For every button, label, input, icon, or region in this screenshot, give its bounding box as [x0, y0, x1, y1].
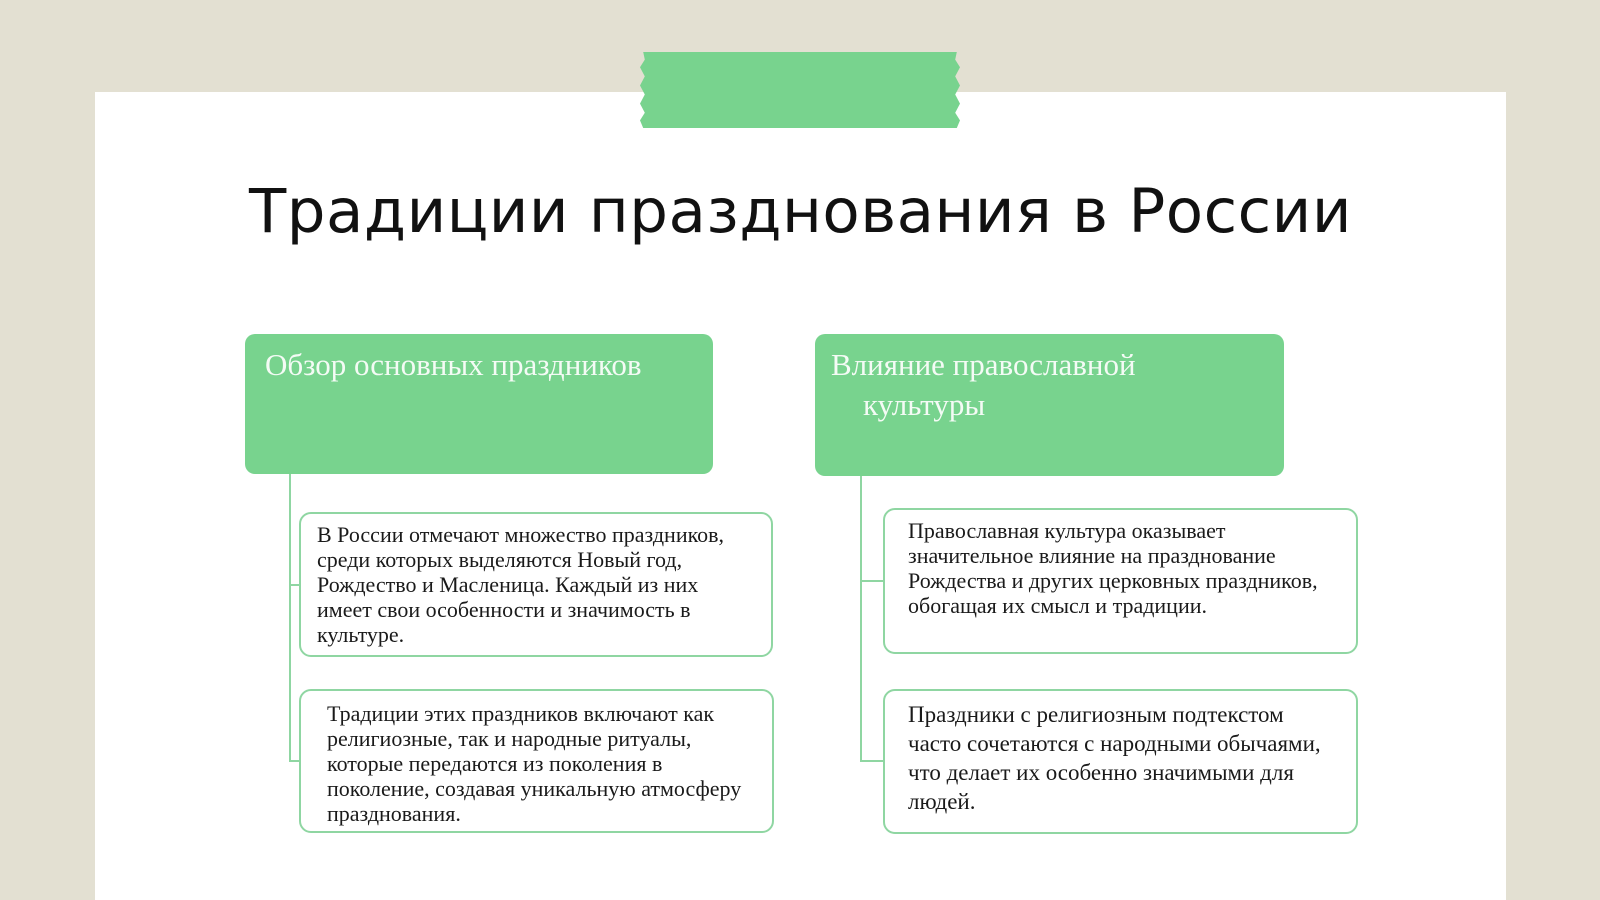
info-card-holiday-traditions [299, 689, 774, 833]
decorative-tape [640, 52, 960, 128]
connector-branch-left-2 [289, 760, 299, 762]
connector-branch-right-2 [860, 760, 883, 762]
column-header-label-line1: Влияние православной [831, 347, 1136, 382]
slide-title: Традиции празднования в России [249, 176, 1352, 247]
card-text: В России отмечают множество праздников, среди которых выделяются Новый год, Рождество и Масленица. Каждый из них имеет свои особенности и значимость в культуре. [317, 522, 725, 647]
column-header-orthodox-influence [815, 334, 1284, 476]
card-text: Православная культура оказывает значительное влияние на празднование Рождества и других церковных праздников, обогащая их смысл и традиции. [908, 518, 1318, 618]
connector-trunk-left [289, 474, 291, 762]
connector-branch-right-1 [860, 580, 883, 582]
info-card-main-holidays [299, 512, 773, 657]
card-text: Праздники с религиозным подтекстом часто сочетаются с народными обычаями, что делает их особенно значимыми для людей. [908, 702, 1321, 814]
info-card-orthodox-influence [883, 508, 1358, 654]
info-card-religious-folk-customs [883, 689, 1358, 834]
column-header-label-line2: культуры [863, 387, 986, 422]
card-text: Традиции этих праздников включают как религиозные, так и народные ритуалы, которые передаются из поколения в поколение, создавая уникальную атмосферу празднования. [327, 701, 742, 826]
column-header-label: Обзор основных праздников [265, 347, 642, 382]
connector-branch-left-1 [289, 584, 299, 586]
column-header-holidays-overview [245, 334, 713, 474]
connector-trunk-right [860, 476, 862, 762]
